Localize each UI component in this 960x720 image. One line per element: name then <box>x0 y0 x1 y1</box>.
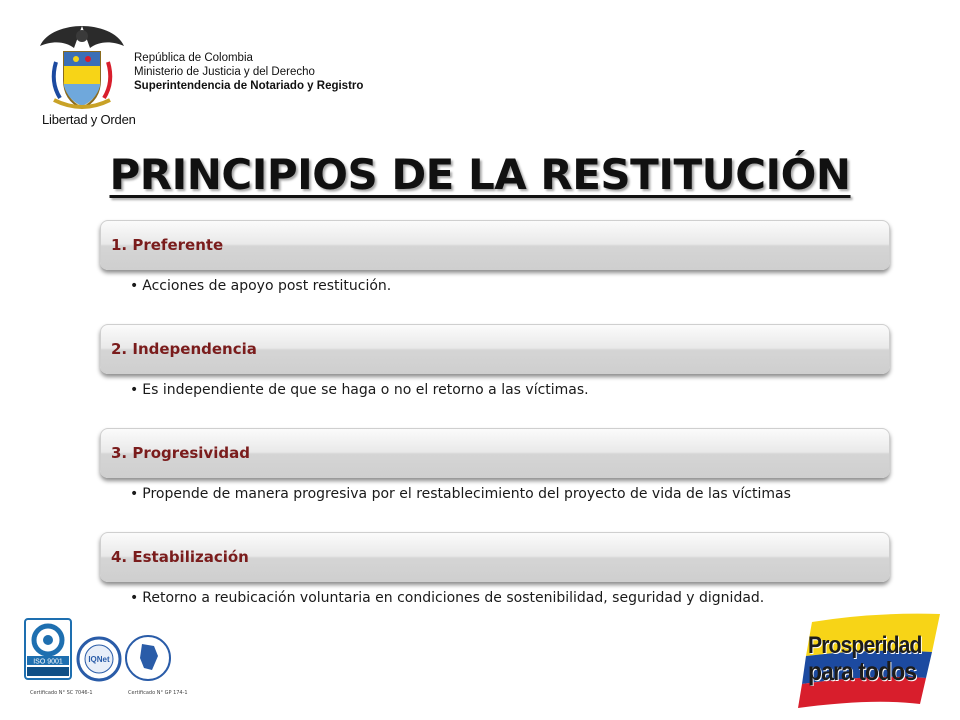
iso-label: ISO 9001 <box>33 658 63 666</box>
principle-1-bar <box>100 220 890 270</box>
bullet-icon: • <box>130 278 139 294</box>
principle-2 <box>100 324 890 398</box>
principle-3-bullet <box>130 486 890 502</box>
motto-text: Libertad y Orden <box>42 112 136 127</box>
principle-4-label: 4. Estabilización <box>111 548 249 566</box>
coat-of-arms-logo <box>36 22 128 114</box>
principle-3-text: Propende de manera progresiva por el restablecimiento del proyecto de vida de las víctimas <box>142 486 791 502</box>
principle-1-label: 1. Preferente <box>111 236 224 254</box>
colombia-map-badge-icon <box>124 634 172 682</box>
principle-1 <box>100 220 890 294</box>
iqnet-label: IQNet <box>88 655 110 664</box>
header <box>0 0 960 140</box>
principle-2-bullet <box>130 382 890 398</box>
prosperity-line-2: para todos <box>808 656 917 686</box>
bullet-icon: • <box>130 590 139 606</box>
icontec-iso-badge-icon <box>24 618 72 680</box>
principle-2-label: 2. Independencia <box>111 340 257 358</box>
bullet-icon: • <box>130 486 139 502</box>
principle-3-bar <box>100 428 890 478</box>
gov-line-1: República de Colombia <box>134 52 253 64</box>
principle-1-text: Acciones de apoyo post restitución. <box>142 278 392 294</box>
gov-line-3: Superintendencia de Notariado y Registro <box>134 80 364 92</box>
principle-4-bar <box>100 532 890 582</box>
iqnet-badge-icon <box>76 636 122 682</box>
principle-2-bar <box>100 324 890 374</box>
principle-2-text: Es independiente de que se haga o no el retorno a las víctimas. <box>142 382 589 398</box>
slide-title: PRINCIPIOS DE LA RESTITUCIÓN <box>109 150 851 199</box>
certificate-number-2: Certificado N° GP 174-1 <box>128 690 188 696</box>
principle-1-bullet <box>130 278 890 294</box>
certificate-number-1: Certificado N° SC 7046-1 <box>30 690 93 696</box>
principle-4-bullet <box>130 590 890 606</box>
prosperity-line-1: Prosperidad <box>808 632 922 659</box>
principle-4-text: Retorno a reubicación voluntaria en condiciones de sostenibilidad, seguridad y dignidad. <box>142 590 765 606</box>
principle-4 <box>100 532 890 606</box>
bullet-icon: • <box>130 382 139 398</box>
principle-3-label: 3. Progresividad <box>111 444 250 462</box>
government-entity-block <box>134 51 363 93</box>
principle-3 <box>100 428 890 502</box>
gov-line-2: Ministerio de Justicia y del Derecho <box>134 66 315 78</box>
